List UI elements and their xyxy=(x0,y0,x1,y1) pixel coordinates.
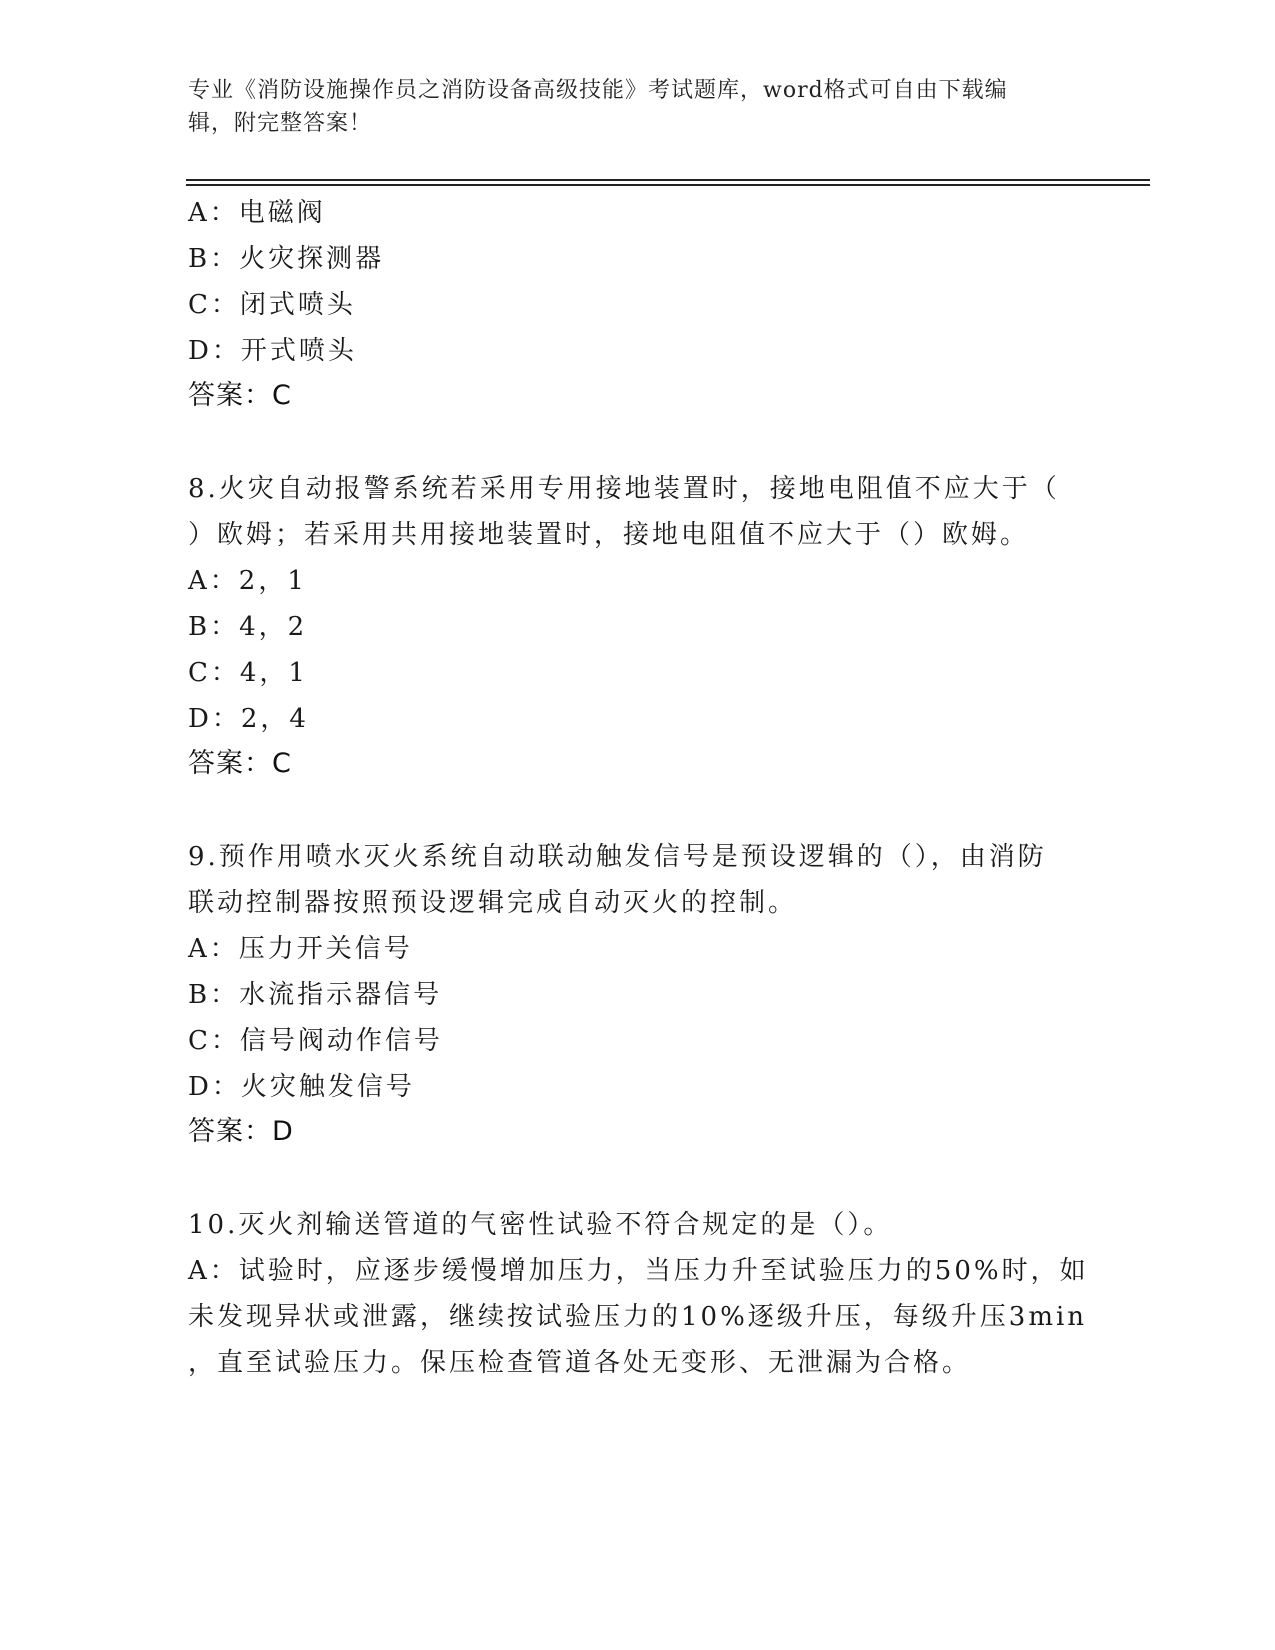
option-a-line-2: 未发现异状或泄露，继续按试验压力的10%逐级升压，每级升压3min xyxy=(188,1302,1088,1332)
question-stem-line-1: 9.预作用喷水灭火系统自动联动触发信号是预设逻辑的（），由消防 xyxy=(188,842,1047,872)
option-a-line-1: A：试验时，应逐步缓慢增加压力，当压力升至试验压力的50%时，如 xyxy=(188,1256,1089,1286)
question-list xyxy=(188,190,1088,1386)
question-9 xyxy=(188,834,1088,1154)
option-b: B：水流指示器信号 xyxy=(188,980,443,1010)
question-stem-line-2: 联动控制器按照预设逻辑完成自动灭火的控制。 xyxy=(188,888,798,918)
header-line-1: 专业《消防设施操作员之消防设备高级技能》考试题库，word格式可自由下载编 xyxy=(188,78,1008,103)
header-line-2: 辑，附完整答案！ xyxy=(188,111,373,136)
spacer xyxy=(188,418,1088,466)
option-a-line-3: ，直至试验压力。保压检查管道各处无变形、无泄漏为合格。 xyxy=(188,1348,972,1378)
spacer xyxy=(188,1154,1088,1202)
option-c: C：信号阀动作信号 xyxy=(188,1026,443,1056)
option-a: A：2，1 xyxy=(188,566,307,596)
question-stem-line-2: ）欧姆；若采用共用接地装置时，接地电阻值不应大于（）欧姆。 xyxy=(188,520,1030,550)
option-a: A：电磁阀 xyxy=(188,198,326,228)
option-b: B：火灾探测器 xyxy=(188,244,385,274)
question-7 xyxy=(188,190,1088,418)
spacer xyxy=(188,786,1088,834)
question-10 xyxy=(188,1202,1088,1386)
answer: 答案：C xyxy=(188,748,292,779)
option-b: B：4，2 xyxy=(188,612,308,642)
answer: 答案：C xyxy=(188,380,292,411)
option-c: C：闭式喷头 xyxy=(188,290,356,320)
option-d: D：火灾触发信号 xyxy=(188,1072,415,1102)
document-header xyxy=(188,74,1088,140)
question-stem: 10.灭火剂输送管道的气密性试验不符合规定的是（）。 xyxy=(188,1210,893,1240)
answer: 答案：D xyxy=(188,1116,294,1147)
option-d: D：开式喷头 xyxy=(188,336,357,366)
question-8 xyxy=(188,466,1088,786)
header-divider-bottom xyxy=(186,184,1150,186)
option-c: C：4，1 xyxy=(188,658,308,688)
header-divider-top xyxy=(186,179,1150,181)
option-d: D：2，4 xyxy=(188,704,309,734)
option-a: A：压力开关信号 xyxy=(188,934,413,964)
question-stem-line-1: 8.火灾自动报警系统若采用专用接地装置时，接地电阻值不应大于（ xyxy=(188,474,1060,504)
